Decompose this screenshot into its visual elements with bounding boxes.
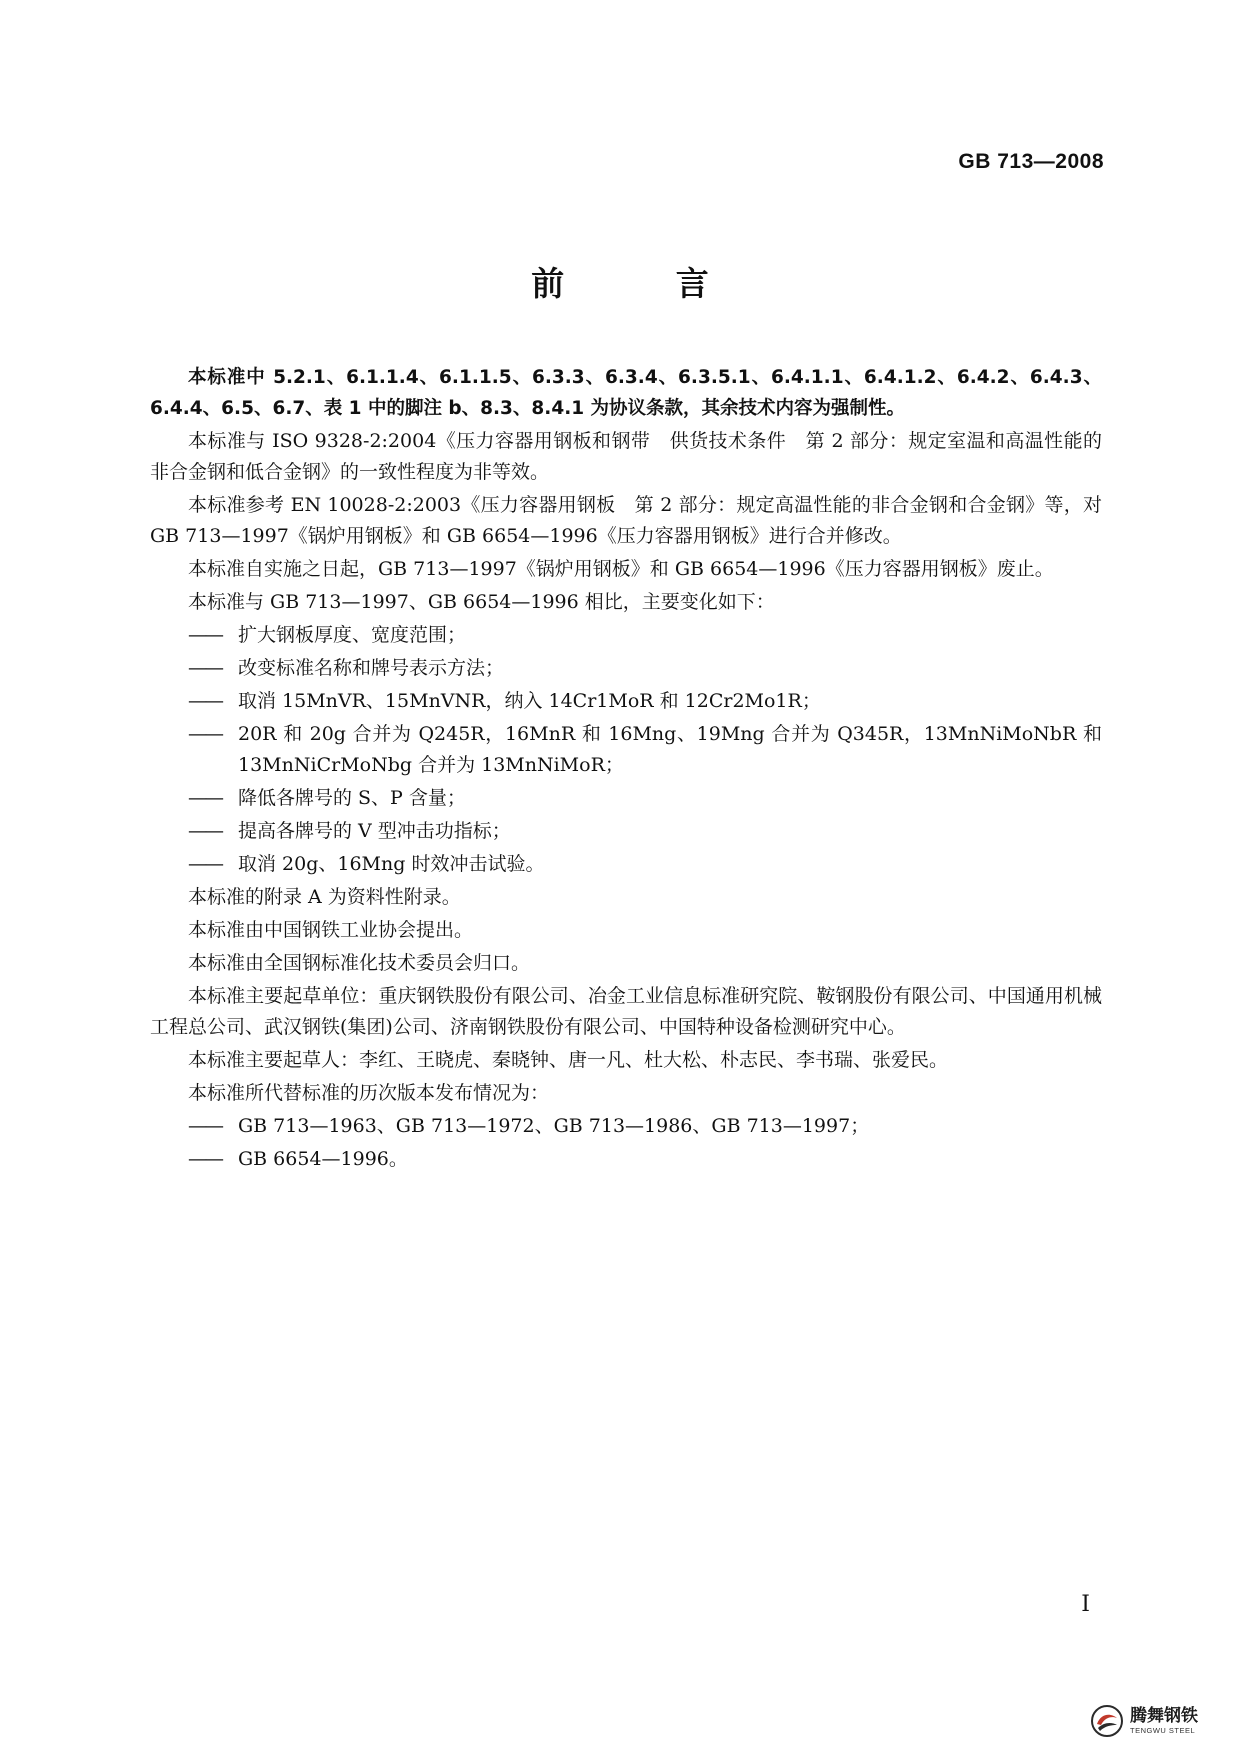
list-dash: —— — [188, 723, 222, 745]
list-dash: —— — [188, 787, 222, 809]
company-logo — [1090, 1700, 1228, 1742]
paragraph: 本标准所代替标准的历次版本发布情况为： — [188, 1082, 550, 1104]
list-dash: —— — [188, 657, 222, 679]
foreword-body — [150, 362, 1102, 1177]
list-item-text: 提高各牌号的 V 型冲击功指标； — [238, 820, 511, 842]
list-item-text: 取消 15MnVR、15MnVNR，纳入 14Cr1MoR 和 12Cr2Mo1R； — [238, 690, 821, 712]
logo-name-en: TENGWU STEEL — [1130, 1725, 1196, 1735]
standard-code: GB 713—2008 — [958, 150, 1104, 173]
list-item-text: 20R 和 20g 合并为 Q245R，16MnR 和 16Mng、19Mng 合并为 Q345R，13MnNiMoNbR 和 13MnNiCrMoNbg 合并为 13MnNiMoR； — [238, 723, 1102, 776]
paragraph: 本标准主要起草人：李红、王晓虎、秦晓钟、唐一凡、杜大松、朴志民、李书瑞、张爱民。 — [188, 1049, 949, 1071]
list-dash: —— — [188, 853, 222, 875]
paragraph: 本标准主要起草单位：重庆钢铁股份有限公司、冶金工业信息标准研究院、鞍钢股份有限公司、中国通用机械工程总公司、武汉钢铁(集团)公司、济南钢铁股份有限公司、中国特种设备检测研究中心。 — [150, 985, 1102, 1038]
paragraph: 本标准的附录 A 为资料性附录。 — [188, 886, 461, 908]
list-dash: —— — [188, 1115, 222, 1137]
list-item-text: GB 6654—1996。 — [238, 1148, 408, 1170]
list-item-text: 改变标准名称和牌号表示方法； — [238, 657, 505, 679]
list-item — [188, 686, 1102, 717]
list-dash: —— — [188, 820, 222, 842]
page-title: 前 言 — [531, 264, 759, 303]
list-item — [188, 783, 1102, 814]
list-item-text: 降低各牌号的 S、P 含量； — [238, 787, 466, 809]
paragraph: 本标准由中国钢铁工业协会提出。 — [188, 919, 474, 941]
paragraph: 本标准参考 EN 10028-2:2003《压力容器用钢板 第 2 部分：规定高温性能的非合金钢和合金钢》等，对 GB 713—1997《锅炉用钢板》和 GB 6654—1996《压力容器用钢板》进行合并修改。 — [150, 494, 1102, 547]
list-item-text: 扩大钢板厚度、宽度范围； — [238, 624, 467, 646]
page-number: I — [1081, 1592, 1090, 1617]
list-item — [188, 1111, 1102, 1142]
paragraph: 本标准由全国钢标准化技术委员会归口。 — [188, 952, 531, 974]
paragraph: 本标准与 GB 713—1997、GB 6654—1996 相比，主要变化如下： — [188, 591, 775, 613]
paragraph: 本标准自实施之日起，GB 713—1997《锅炉用钢板》和 GB 6654—1996《压力容器用钢板》废止。 — [188, 558, 1054, 580]
list-item — [188, 719, 1102, 781]
list-item — [188, 849, 1102, 880]
list-dash: —— — [188, 1148, 222, 1170]
list-dash: —— — [188, 690, 222, 712]
list-item-text: 取消 20g、16Mng 时效冲击试验。 — [238, 853, 545, 875]
mandatory-clause-paragraph: 本标准中 5.2.1、6.1.1.4、6.1.1.5、6.3.3、6.3.4、6.3.5.1、6.4.1.1、6.4.1.2、6.4.2、6.4.3、6.4.4、6.5、6.7、表 1 中的脚注 b、8.3、8.4.1 为协议条款，其余技术内容为强制性。 — [150, 367, 1102, 419]
list-item — [188, 653, 1102, 684]
logo-name-cn: 腾舞钢铁 — [1130, 1705, 1198, 1726]
list-item — [188, 1144, 1102, 1175]
list-item — [188, 620, 1102, 651]
list-item — [188, 816, 1102, 847]
list-dash: —— — [188, 624, 222, 646]
list-item-text: GB 713—1963、GB 713—1972、GB 713—1986、GB 713—1997； — [238, 1115, 870, 1137]
paragraph: 本标准与 ISO 9328-2:2004《压力容器用钢板和钢带 供货技术条件 第 2 部分：规定室温和高温性能的非合金钢和低合金钢》的一致性程度为非等效。 — [150, 430, 1102, 483]
tengwu-steel-logo-icon — [1090, 1704, 1124, 1738]
